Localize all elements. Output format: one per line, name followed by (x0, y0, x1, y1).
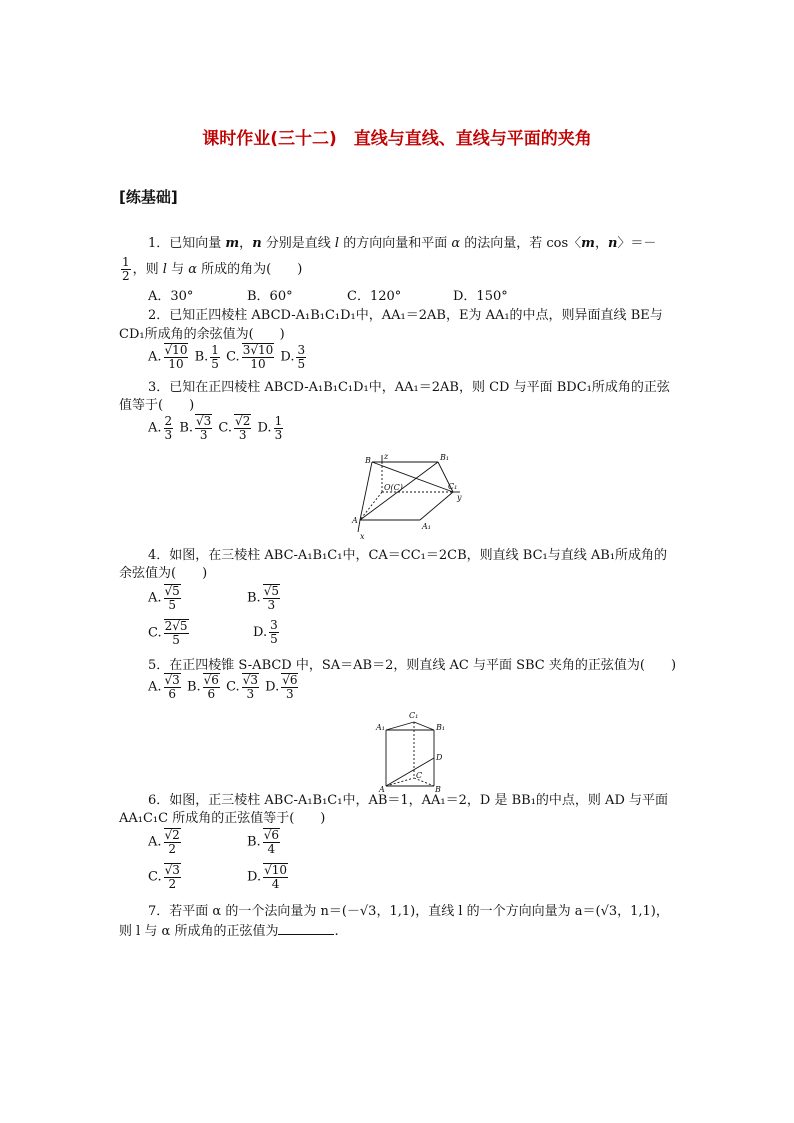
fig1-label-x: x (360, 532, 365, 541)
q1-option-b: B．60° (247, 289, 293, 304)
q7-stem: 7．若平面 α 的一个法向量为 n＝(－√3，1,1)，直线 l 的一个方向向量为 a＝(√3，1,1)， (148, 904, 669, 919)
figure-triangular-prism (372, 708, 462, 794)
q6-option-a: A. $\frac{√2}{2}$ (148, 828, 180, 856)
fig2-label-C: C (416, 771, 423, 780)
fig2-label-A1: A₁ (376, 723, 385, 732)
q1-stem-cont: $\frac{1}{2}$ ，则 l 与 α 所成的角为( ) (122, 255, 303, 283)
answer-blank[interactable] (278, 922, 334, 935)
fig1-label-B: B (365, 456, 371, 465)
q7-stem-cont: 则 l 与 α 所成角的正弦值为 . (119, 924, 339, 939)
q3-stem: 3．已知在正四棱柱 ABCD-A₁B₁C₁D₁中，AA₁＝2AB，则 CD 与平面 BDC₁所成角的正弦 (148, 380, 670, 395)
q6-option-b: B. $\frac{√6}{4}$ (247, 828, 279, 856)
q4-stem: 4．如图，在三棱柱 ABC-A₁B₁C₁中，CA＝CC₁＝2CB，则直线 BC₁与直线 AB₁所成角的 (148, 548, 668, 563)
page-title: 课时作业(三十二) 直线与直线、直线与平面的夹角 (202, 129, 592, 149)
fig2-label-B: B (435, 785, 441, 794)
fig2-label-A: A (379, 785, 385, 794)
q6-option-d: D. $\frac{√10}{4}$ (247, 863, 288, 891)
q1-option-c: C．120° (347, 289, 402, 304)
section-heading: [练基础] (119, 188, 178, 206)
fig1-label-A1: A₁ (422, 522, 431, 531)
fig1-label-A: A (352, 516, 358, 525)
q3-options: A. $\frac{2}{3}$ B. $\frac{√3}{3}$ C. $\frac{√2}{3}$ D. $\frac{1}{3}$ (148, 413, 283, 442)
q4-option-b: B. $\frac{√5}{3}$ (247, 584, 279, 612)
fig1-label-z: z (384, 452, 389, 461)
q4-option-d: D. $\frac{3}{5}$ (253, 618, 278, 646)
q1-stem: 1．已知向量 m，n 分别是直线 l 的方向向量和平面 α 的法向量，若 cos〈m，n〉＝－ (148, 236, 657, 251)
fig2-label-B1: B₁ (436, 723, 446, 732)
q5-stem: 5．在正四棱锥 S-ABCD 中，SA＝AB＝2，则直线 AC 与平面 SBC 夹角的正弦值为( ) (148, 658, 677, 673)
q3-stem-cont: 值等于( ) (119, 398, 195, 413)
q1-option-d: D．150° (453, 289, 508, 304)
fig1-label-O: O(C) (384, 483, 403, 492)
fig2-label-C1: C₁ (409, 711, 419, 720)
q2-stem-cont: CD₁所成角的余弦值为( ) (119, 327, 285, 342)
q1-option-a: A．30° (148, 289, 194, 304)
q2-stem: 2．已知正四棱柱 ABCD-A₁B₁C₁D₁中，AA₁＝2AB，E为 AA₁的中点，则异面直线 BE与 (148, 308, 663, 323)
q5-options: A. $\frac{√3}{6}$ B. $\frac{√6}{6}$ C. $\frac{√3}{3}$ D. $\frac{√6}{3}$ (148, 673, 298, 701)
q4-option-a: A. $\frac{√5}{5}$ (148, 584, 180, 612)
q6-stem-cont: AA₁C₁C 所成角的正弦值等于( ) (119, 811, 326, 826)
fig1-label-B1: B₁ (440, 453, 450, 462)
q4-option-c: C. $\frac{2√5}{5}$ (148, 619, 188, 647)
fig2-label-D: D (436, 753, 443, 762)
figure-prism-axes (350, 452, 475, 542)
q6-stem: 6．如图，正三棱柱 ABC-A₁B₁C₁中，AB＝1，AA₁＝2，D 是 BB₁的中点，则 AD 与平面 (148, 793, 669, 808)
q6-option-c: C. $\frac{√3}{2}$ (148, 863, 180, 891)
q4-stem-cont: 余弦值为( ) (119, 566, 208, 581)
fig1-label-y: y (457, 493, 462, 502)
fig1-label-C1: C₁ (448, 482, 458, 491)
q2-options: A. $\frac{√10}{10}$ B. $\frac{1}{5}$ C. $\frac{3√10}{10}$ D. $\frac{3}{5}$ (148, 342, 306, 371)
fraction: $\frac{1}{2}$ (122, 255, 130, 283)
